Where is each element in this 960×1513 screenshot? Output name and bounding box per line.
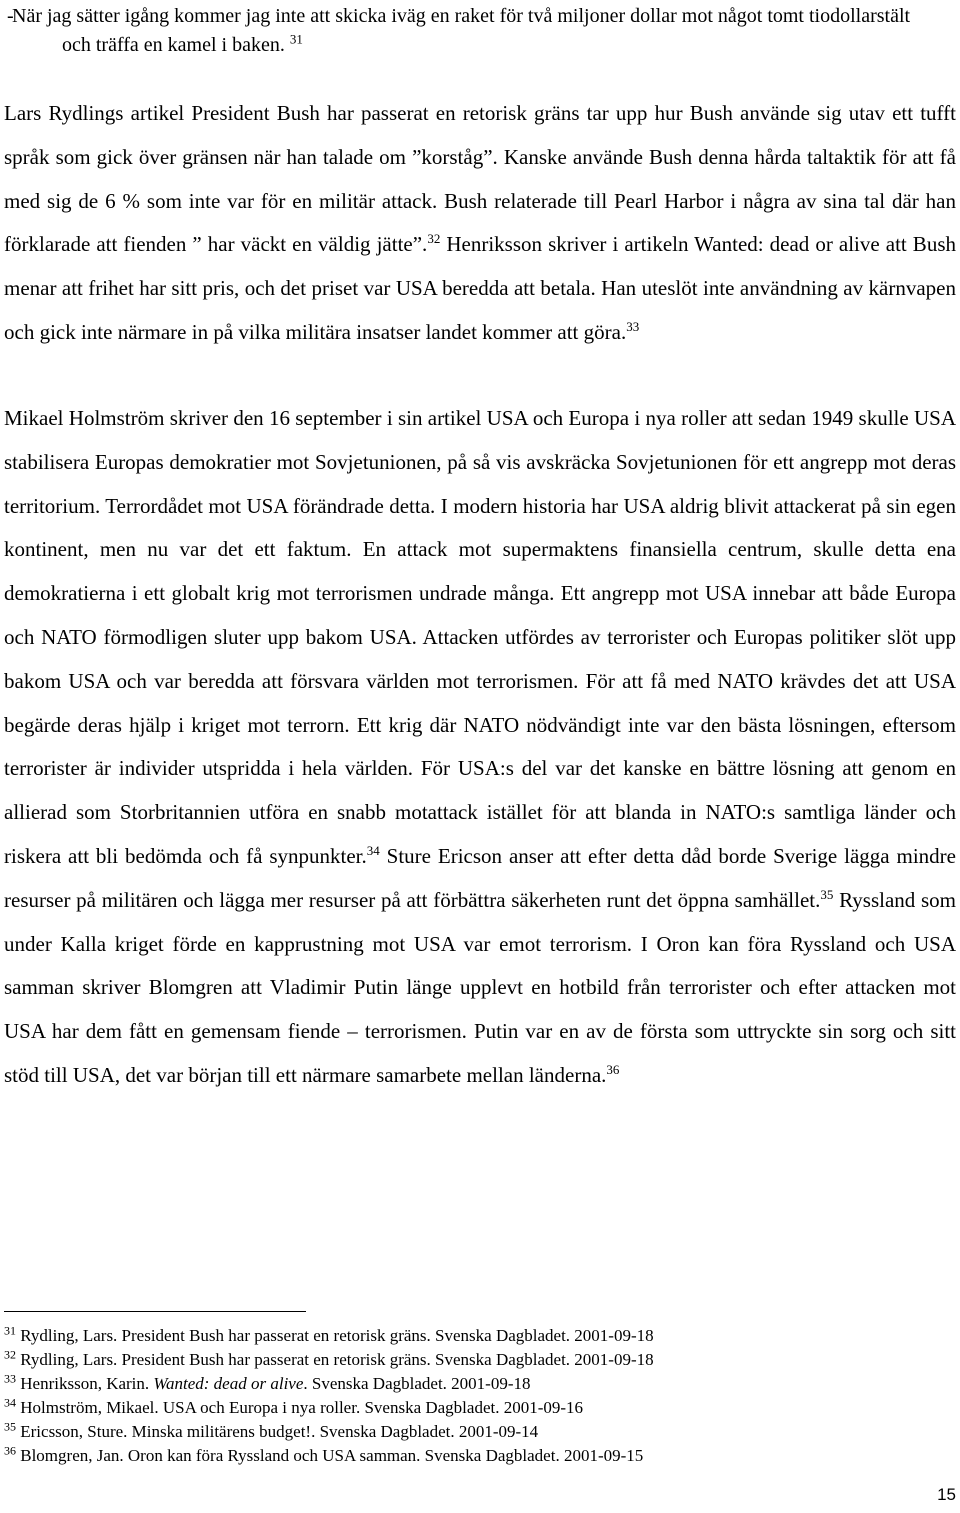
quote-text: När jag sätter igång kommer jag inte att skicka iväg en raket för två miljoner dollar mot något tomt tiodollarstält och träffa en kamel i baken. bbox=[12, 5, 911, 56]
paragraph-text: Lars Rydlings artikel President Bush har passerat en retorisk gräns tar upp hur Bush använde sig utav ett tufft språk som gick över gränsen när han talade om ”korståg”. Kanske använde Bush denna hårda taltaktik för att få med sig de 6 % som inte var för en militär attack. Bush relaterade till Pearl Harbor i några av sina tal där han förklarade att fienden ” har väckt en väldig jätte”. bbox=[4, 101, 956, 257]
block-quote: - När jag sätter igång kommer jag inte att skicka iväg en raket för två miljoner dollar mot något tomt tiodollarstält och träffa en kamel i baken. $^{31}$ bbox=[7, 5, 911, 56]
footnote-text: Ericsson, Sture. Minska militärens budget!. Svenska Dagbladet. 2001-09-14 bbox=[20, 1422, 539, 1441]
paragraph-holmstrom-ericson-blomgren bbox=[4, 397, 956, 1098]
footnote-list bbox=[4, 1324, 944, 1468]
footnote-number: 33 bbox=[4, 1371, 16, 1386]
footnote-ref-36[interactable]: 36 bbox=[606, 1061, 620, 1077]
footnote-item bbox=[4, 1348, 944, 1372]
footnote-item bbox=[4, 1396, 944, 1420]
footnote-text: Rydling, Lars. President Bush har passerat en retorisk gräns. Svenska Dagbladet. 2001-09-18 bbox=[20, 1326, 654, 1345]
footnote-item bbox=[4, 1324, 944, 1348]
paragraph-text: Mikael Holmström skriver den 16 september i sin artikel USA och Europa i nya roller att sedan 1949 skulle USA stabilisera Europas demokratier mot Sovjetunionen, på så vis avskräcka Sovjetunionen för ett angrepp mot deras territorium. Terrordådet mot USA förändrade detta. I modern historia har USA aldrig blivit attackerat på sin egen kontinent, men nu var det ett faktum. En attack mot supermaktens finansiella centrum, skulle detta ena demokratierna i ett globalt krig mot terrorismen undrade många. Ett angrepp mot USA innebar att både Europa och NATO förmodligen sluter upp bakom USA. Attacken utfördes av terrorister och Europas politiker slöt upp bakom USA och var beredda att försvara världen mot terrorismen. För att få med NATO krävdes det att USA begärde deras hjälp i kriget mot terrorn. Ett krig där NATO nödvändigt inte var den bästa lösningen, eftersom terrorister är individer utspridda i hela världen. För USA:s del var det kanske en bättre lösning att genom en allierad som Storbritannien utföra en snabb motattack istället för att blanda in NATO:s samtliga länder och riskera att bli bedömda och få synpunkter. bbox=[4, 406, 956, 868]
page-number: 15 bbox=[937, 1485, 956, 1504]
paragraph-text: Ryssland som under Kalla kriget förde en kapprustning mot USA var emot terrorism. I Oron kan föra Ryssland och USA samman skriver Blomgren att Vladimir Putin länge upplevt en hotbild från terrorister och efter attacken mot USA har dem fått en gemensam fiende – terrorismen. Putin var en av de första som uttryckte sin sorg och sitt stöd till USA, det var början till ett närmare samarbete mellan länderna. bbox=[4, 887, 956, 1087]
footnote-number: 34 bbox=[4, 1395, 16, 1410]
footnote-ref-31[interactable]: 31 bbox=[289, 31, 303, 47]
paragraph-rydling-henriksson bbox=[4, 92, 956, 355]
footnote-text: Henriksson, Karin. bbox=[20, 1374, 154, 1393]
footnote-number: 31 bbox=[4, 1323, 16, 1338]
footnote-number: 36 bbox=[4, 1443, 16, 1458]
footnote-item bbox=[4, 1372, 944, 1396]
footnote-ref-35[interactable]: 35 bbox=[820, 886, 834, 902]
footnote-ref-33[interactable]: 33 bbox=[626, 318, 640, 334]
footnote-item bbox=[4, 1444, 944, 1468]
footnote-separator bbox=[4, 1311, 306, 1312]
footnote-text: . Svenska Dagbladet. 2001-09-18 bbox=[303, 1374, 531, 1393]
footnote-item bbox=[4, 1420, 944, 1444]
footnote-number: 35 bbox=[4, 1419, 16, 1434]
footnote-ref-32[interactable]: 32 bbox=[427, 231, 441, 247]
footnote-number: 32 bbox=[4, 1347, 16, 1362]
footnote-text: Rydling, Lars. President Bush har passerat en retorisk gräns. Svenska Dagbladet. 2001-09-18 bbox=[20, 1350, 654, 1369]
paragraph-text: Sture Ericson anser att efter detta dåd borde Sverige lägga mindre resurser på militären och lägga mer resurser på att förbättra säkerheten runt det öppna samhället. bbox=[4, 843, 956, 912]
footnote-ref-34[interactable]: 34 bbox=[366, 842, 380, 858]
paragraph-text: Henriksson skriver i artikeln Wanted: dead or alive att Bush menar att frihet har sitt pris, och det priset var USA beredda att betala. Han uteslöt inte användning av kärnvapen och gick inte närmare in på vilka militära insatser landet kommer att göra. bbox=[4, 232, 956, 344]
footnote-italic-title: Wanted: dead or alive bbox=[153, 1374, 304, 1393]
footnote-text: Blomgren, Jan. Oron kan föra Ryssland och USA samman. Svenska Dagbladet. 2001-09-15 bbox=[20, 1446, 644, 1465]
footnote-text: Holmström, Mikael. USA och Europa i nya roller. Svenska Dagbladet. 2001-09-16 bbox=[20, 1398, 584, 1417]
